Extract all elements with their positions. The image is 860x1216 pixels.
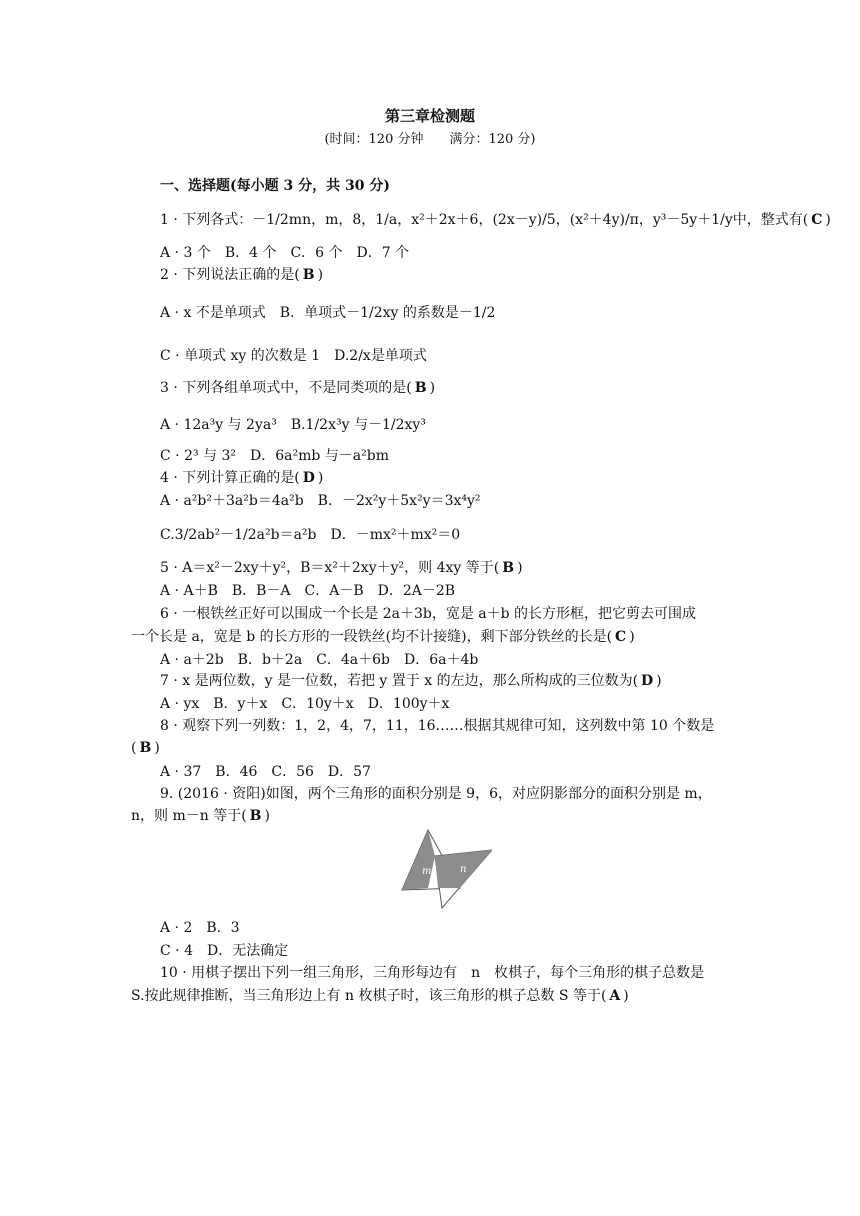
line-q4o1 [160, 491, 481, 511]
close-paren: ) [825, 212, 831, 228]
line-text: A · A＋B B．B－A C．A－B D．2A－2B [160, 583, 456, 599]
close-paren: ) [264, 808, 270, 824]
line-text: 一个长是 a，宽是 b 的长方形的一段铁丝(均不计接缝)，剩下部分铁丝的长是( [131, 629, 613, 645]
close-paren: ) [429, 380, 436, 396]
label-n: n [460, 864, 467, 875]
page-title: 第三章检测题 [384, 107, 475, 125]
line-text: 7 · x 是两位数，y 是一位数，若把 y 置于 x 的左边，那么所构成的三位数为( [160, 673, 639, 689]
line-text: C · 4 D．无法确定 [160, 943, 289, 959]
line-text: A · 2 B．3 [160, 920, 240, 936]
line-q2 [160, 265, 323, 285]
answer-choice: D [641, 673, 654, 689]
close-paren: ) [317, 470, 324, 486]
line-text: 8 · 观察下列一列数：1，2，4，7，11，16……根据其规律可知，这列数中第 10 个数是 [160, 718, 715, 734]
line-q4 [160, 468, 323, 488]
line-text: 1 · 下列各式：－1/2mn，m，8，1/a，x²＋2x＋6，(2x－y)/5，(x²＋4y)/π，y³－5y＋1/y中，整式有( [160, 212, 809, 228]
label-m: m [422, 866, 432, 877]
line-q8b [131, 738, 160, 758]
answer-choice: C [811, 212, 823, 228]
line-text: A · 3 个 B．4 个 C．6 个 D．7 个 [160, 245, 410, 261]
close-paren: ) [629, 629, 635, 645]
line-q6a [160, 604, 696, 624]
line-text: S.按此规律推断，当三角形边上有 n 枚棋子时，该三角形的棋子总数 S 等于( [131, 988, 607, 1004]
line-q9o1 [160, 918, 240, 938]
answer-choice: B [302, 267, 315, 283]
line-text: 3 · 下列各组单项式中，不是同类项的是( [160, 380, 412, 396]
line-q7 [160, 671, 662, 691]
line-q6o [160, 650, 478, 670]
line-text: 5 · A＝x²－2xy＋y²，B＝x²＋2xy＋y²，则 4xy 等于( [160, 560, 500, 576]
line-q10b [131, 986, 629, 1006]
close-paren: ) [623, 988, 629, 1004]
line-text: n，则 m－n 等于( [131, 808, 247, 824]
line-text: C · 2³ 与 3² D．6a²mb 与－a²bm [160, 448, 389, 464]
line-q1 [160, 210, 831, 230]
close-paren: ) [517, 560, 523, 576]
line-text: A · yx B．y＋x C．10y＋x D．100y＋x [160, 696, 450, 712]
answer-choice: A [609, 988, 621, 1004]
line-q8a [160, 716, 714, 736]
answer-choice: C [615, 629, 627, 645]
line-q2o1 [160, 303, 495, 323]
answer-choice: B [139, 740, 152, 756]
close-paren: ) [656, 673, 662, 689]
line-q5o [160, 581, 455, 601]
line-text: A · 37 B．46 C．56 D．57 [160, 764, 371, 780]
triangles-figure [400, 828, 492, 910]
line-text: 6 · 一根铁丝正好可以围成一个长是 2a＋3b，宽是 a＋b 的长方形框，把它剪去可围成 [160, 606, 697, 622]
line-text: A · x 不是单项式 B．单项式－1/2xy 的系数是－1/2 [160, 305, 496, 321]
line-text: A · a²b²＋3a²b＝4a²b B．－2x²y＋5x²y＝3x⁴y² [160, 493, 481, 509]
close-paren: ) [154, 740, 160, 756]
close-paren: ) [317, 267, 324, 283]
line-q6b [131, 627, 635, 647]
line-q3o1 [160, 415, 426, 435]
line-q1o [160, 243, 409, 263]
line-q9o2 [160, 941, 288, 961]
line-q10a [160, 963, 704, 983]
line-q8o [160, 762, 371, 782]
line-text: 9. (2016 · 资阳)如图，两个三角形的面积分别是 9，6，对应阴影部分的面积分别是 m， [160, 786, 712, 802]
answer-choice: B [502, 560, 515, 576]
line-text: C · 单项式 xy 的次数是 1 D.2/x是单项式 [160, 348, 427, 364]
line-text: 2 · 下列说法正确的是( [160, 267, 300, 283]
line-q2o2 [160, 346, 427, 366]
answer-choice: D [302, 470, 315, 486]
section-heading: 一、选择题(每小题 3 分，共 30 分) [160, 178, 390, 194]
line-text: 4 · 下列计算正确的是( [160, 470, 300, 486]
line-text: A · a＋2b B．b＋2a C．4a＋6b D．6a＋4b [160, 652, 479, 668]
line-text: ( [131, 740, 137, 756]
line-q9b [131, 806, 270, 826]
exam-info: (时间：120 分钟 满分：120 分) [324, 132, 536, 147]
line-q7o [160, 694, 449, 714]
line-text: A · 12a³y 与 2ya³ B.1/2x³y 与－1/2xy³ [160, 417, 426, 433]
line-q4o2 [160, 525, 460, 545]
line-q9a [160, 784, 712, 804]
line-text: 10 · 用棋子摆出下列一组三角形，三角形每边有 n 枚棋子，每个三角形的棋子总数是 [160, 965, 705, 981]
line-text: C.3/2ab²－1/2a²b＝a²b D．－mx²＋mx²＝0 [160, 527, 461, 543]
answer-choice: B [414, 380, 427, 396]
answer-choice: B [249, 808, 262, 824]
line-q3o2 [160, 446, 389, 466]
line-q5 [160, 558, 523, 578]
line-q3 [160, 378, 435, 398]
